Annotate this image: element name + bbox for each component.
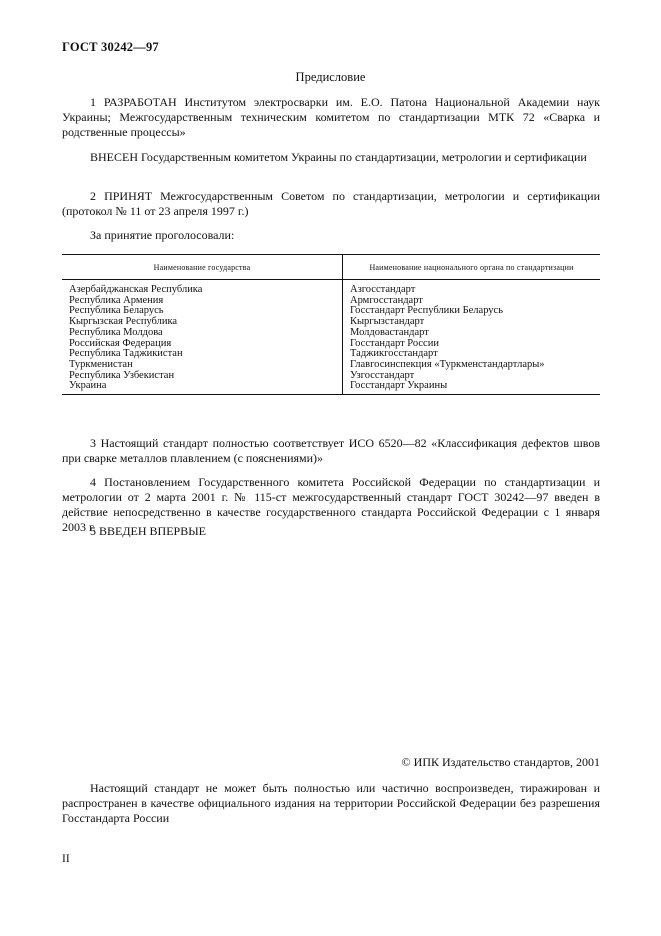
state-name: Республика Армения: [69, 294, 164, 306]
column-header-state: Наименование государства: [62, 255, 343, 280]
state-name: Республика Таджикистан: [69, 348, 183, 360]
standards-body-name: Госстандарт России: [350, 337, 439, 349]
standards-body-name: Госстандарт Республики Беларусь: [350, 305, 504, 317]
standards-body-name: Азгосстандарт: [350, 284, 416, 295]
reproduction-notice: Настоящий стандарт не может быть полностью или частично воспроизведен, тиражирован и распространен в качестве официального издания на территории Российской Федерации без разрешения Госстандарта России: [62, 781, 600, 825]
standards-body-name: Таджикгосстандарт: [350, 348, 438, 360]
paragraph-first-introduced: 5 ВВЕДЕН ВПЕРВЫЕ: [90, 524, 206, 538]
paragraph-developed: 1 РАЗРАБОТАН Институтом электросварки им. Е.О. Патона Национальной Академии наук Украины; Межгосударственным техническим комитетом по стандартизации МТК 72 «Сварка и родственные процессы»: [62, 95, 600, 139]
standards-body-name: Молдовастандарт: [350, 326, 429, 338]
paragraph-introduced: ВНЕСЕН Государственным комитетом Украины по стандартизации, метрологии и сертификации: [90, 150, 587, 164]
column-header-body: Наименование национального органа по стандартизации: [343, 255, 601, 280]
standards-body-name: Главгосинспекция «Туркменстандартлары»: [350, 358, 545, 370]
body-list: [343, 280, 601, 395]
state-name: Украина: [69, 380, 107, 392]
paragraph-resolution: 4 Постановлением Государственного комитета Российской Федерации по стандартизации и метрологии от 2 марта 2001 г. № 115-ст межгосударственный стандарт ГОСТ 30242—97 введен в действие непосредственно в качестве государственного стандарта Российской Федерации с 1 января 2003 г.: [62, 475, 600, 534]
state-name: Республика Узбекистан: [69, 369, 175, 381]
paragraph-conformity: 3 Настоящий стандарт полностью соответствует ИСО 6520—82 «Классификация дефектов швов при сварке металлов плавлением (с пояснениями)»: [62, 436, 600, 465]
document-code: ГОСТ 30242—97: [62, 40, 159, 54]
paragraph-adopted: 2 ПРИНЯТ Межгосударственным Советом по стандартизации, метрологии и сертификации (протокол № 11 от 23 апреля 1997 г.): [62, 189, 600, 218]
state-name: Туркменистан: [69, 358, 133, 370]
state-name: Республика Молдова: [69, 326, 163, 338]
table-row: [62, 280, 600, 395]
standards-body-name: Госстандарт Украины: [350, 380, 448, 392]
state-list: [62, 280, 343, 395]
state-name: Республика Беларусь: [69, 305, 164, 317]
page-title: Предисловие: [295, 70, 366, 84]
paragraph-voted: За принятие проголосовали:: [90, 228, 235, 242]
state-name: Российская Федерация: [69, 337, 172, 349]
page-number: II: [62, 853, 70, 865]
table-header-row: [62, 255, 600, 280]
standards-body-name: Узгосстандарт: [350, 369, 415, 381]
standards-body-name: Армгосстандарт: [350, 294, 423, 306]
state-name: Азербайджанская Республика: [69, 284, 203, 295]
copyright-line: © ИПК Издательство стандартов, 2001: [401, 755, 600, 769]
voting-table: [62, 254, 600, 395]
standards-body-name: Кыргызстандарт: [350, 316, 425, 328]
state-name: Кыргызская Республика: [69, 316, 178, 328]
